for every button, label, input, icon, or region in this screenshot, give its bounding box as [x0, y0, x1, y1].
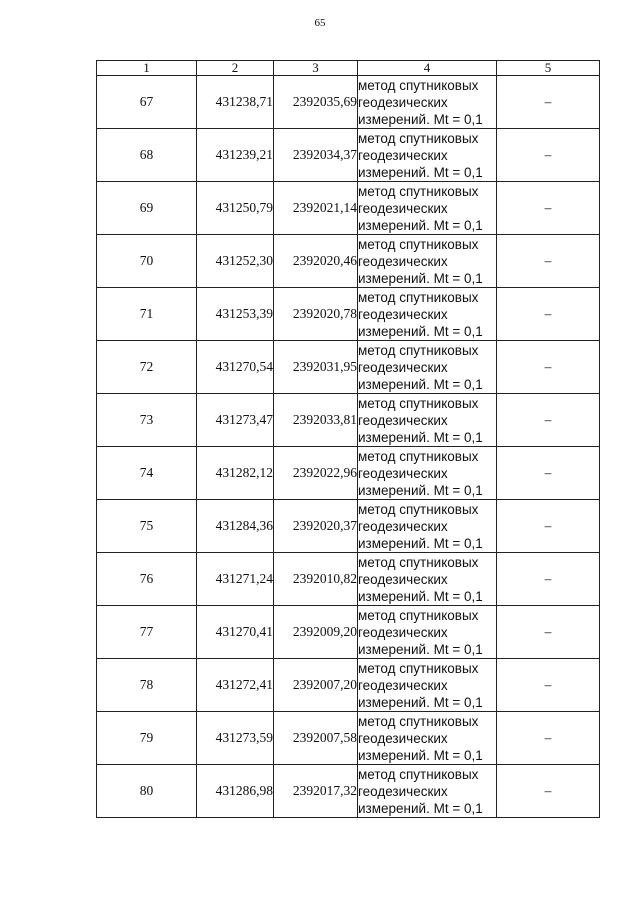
- page-number: 65: [314, 17, 326, 29]
- header-col-3: 3: [274, 61, 358, 76]
- method-line-3: измерений. Mt = 0,1: [358, 323, 483, 339]
- x-coordinate-cell: 431250,79: [197, 182, 274, 235]
- point-number-cell: 79: [97, 712, 197, 765]
- header-col-5: 5: [497, 61, 600, 76]
- method-line-2: геодезических: [358, 730, 448, 746]
- table-row: [97, 129, 600, 182]
- table-row: [97, 500, 600, 553]
- method-line-2: геодезических: [358, 253, 448, 269]
- header-col-1: 1: [97, 61, 197, 76]
- method-line-1: метод спутниковых: [358, 130, 479, 146]
- method-line-1: метод спутниковых: [358, 660, 479, 676]
- method-line-3: измерений. Mt = 0,1: [358, 164, 483, 180]
- method-line-2: геодезических: [358, 306, 448, 322]
- accuracy-cell: –: [497, 500, 600, 553]
- method-line-3: измерений. Mt = 0,1: [358, 747, 483, 763]
- method-line-3: измерений. Mt = 0,1: [358, 694, 483, 710]
- table-header: [97, 61, 600, 76]
- x-coordinate-cell: 431239,21: [197, 129, 274, 182]
- table-row: [97, 765, 600, 818]
- x-coordinate-cell: 431273,59: [197, 712, 274, 765]
- accuracy-cell: –: [497, 182, 600, 235]
- method-line-1: метод спутниковых: [358, 342, 479, 358]
- y-coordinate-cell: 2392021,14: [274, 182, 358, 235]
- y-coordinate-cell: 2392009,20: [274, 606, 358, 659]
- point-number-cell: 76: [97, 553, 197, 606]
- method-line-1: метод спутниковых: [358, 554, 479, 570]
- table-row: [97, 553, 600, 606]
- coordinates-table: [96, 60, 600, 818]
- method-line-2: геодезических: [358, 147, 448, 163]
- method-line-3: измерений. Mt = 0,1: [358, 641, 483, 657]
- point-number-cell: 70: [97, 235, 197, 288]
- x-coordinate-cell: 431286,98: [197, 765, 274, 818]
- method-line-1: метод спутниковых: [358, 395, 479, 411]
- y-coordinate-cell: 2392031,95: [274, 341, 358, 394]
- method-line-1: метод спутниковых: [358, 713, 479, 729]
- y-coordinate-cell: 2392020,78: [274, 288, 358, 341]
- method-cell: [358, 606, 497, 659]
- method-line-1: метод спутниковых: [358, 77, 479, 93]
- table-row: [97, 182, 600, 235]
- method-line-2: геодезических: [358, 677, 448, 693]
- x-coordinate-cell: 431272,41: [197, 659, 274, 712]
- method-line-3: измерений. Mt = 0,1: [358, 535, 483, 551]
- x-coordinate-cell: 431270,41: [197, 606, 274, 659]
- method-line-2: геодезических: [358, 359, 448, 375]
- method-line-1: метод спутниковых: [358, 501, 479, 517]
- x-coordinate-cell: 431284,36: [197, 500, 274, 553]
- method-cell: [358, 129, 497, 182]
- table-row: [97, 76, 600, 129]
- header-col-4: 4: [358, 61, 497, 76]
- method-cell: [358, 235, 497, 288]
- accuracy-cell: –: [497, 394, 600, 447]
- accuracy-cell: –: [497, 553, 600, 606]
- y-coordinate-cell: 2392035,69: [274, 76, 358, 129]
- x-coordinate-cell: 431282,12: [197, 447, 274, 500]
- x-coordinate-cell: 431252,30: [197, 235, 274, 288]
- point-number-cell: 80: [97, 765, 197, 818]
- point-number-cell: 68: [97, 129, 197, 182]
- point-number-cell: 71: [97, 288, 197, 341]
- x-coordinate-cell: 431273,47: [197, 394, 274, 447]
- method-line-2: геодезических: [358, 94, 448, 110]
- method-line-2: геодезических: [358, 200, 448, 216]
- point-number-cell: 78: [97, 659, 197, 712]
- method-line-2: геодезических: [358, 465, 448, 481]
- y-coordinate-cell: 2392022,96: [274, 447, 358, 500]
- y-coordinate-cell: 2392007,58: [274, 712, 358, 765]
- point-number-cell: 77: [97, 606, 197, 659]
- method-line-2: геодезических: [358, 412, 448, 428]
- y-coordinate-cell: 2392007,20: [274, 659, 358, 712]
- method-line-1: метод спутниковых: [358, 236, 479, 252]
- accuracy-cell: –: [497, 288, 600, 341]
- method-line-2: геодезических: [358, 783, 448, 799]
- method-cell: [358, 288, 497, 341]
- method-line-3: измерений. Mt = 0,1: [358, 217, 483, 233]
- method-cell: [358, 659, 497, 712]
- method-line-1: метод спутниковых: [358, 183, 479, 199]
- method-line-1: метод спутниковых: [358, 289, 479, 305]
- point-number-cell: 69: [97, 182, 197, 235]
- method-line-1: метод спутниковых: [358, 448, 479, 464]
- accuracy-cell: –: [497, 129, 600, 182]
- method-line-3: измерений. Mt = 0,1: [358, 588, 483, 604]
- table-row: [97, 394, 600, 447]
- y-coordinate-cell: 2392034,37: [274, 129, 358, 182]
- point-number-cell: 72: [97, 341, 197, 394]
- table-row: [97, 341, 600, 394]
- x-coordinate-cell: 431253,39: [197, 288, 274, 341]
- method-cell: [358, 182, 497, 235]
- method-line-3: измерений. Mt = 0,1: [358, 376, 483, 392]
- accuracy-cell: –: [497, 712, 600, 765]
- method-cell: [358, 765, 497, 818]
- x-coordinate-cell: 431238,71: [197, 76, 274, 129]
- method-cell: [358, 76, 497, 129]
- method-line-2: геодезических: [358, 518, 448, 534]
- accuracy-cell: –: [497, 765, 600, 818]
- point-number-cell: 75: [97, 500, 197, 553]
- table-body: [97, 76, 600, 818]
- method-cell: [358, 341, 497, 394]
- method-line-2: геодезических: [358, 624, 448, 640]
- header-col-2: 2: [197, 61, 274, 76]
- x-coordinate-cell: 431271,24: [197, 553, 274, 606]
- method-line-3: измерений. Mt = 0,1: [358, 111, 483, 127]
- method-cell: [358, 394, 497, 447]
- point-number-cell: 67: [97, 76, 197, 129]
- method-line-1: метод спутниковых: [358, 766, 479, 782]
- method-cell: [358, 712, 497, 765]
- point-number-cell: 74: [97, 447, 197, 500]
- table-row: [97, 659, 600, 712]
- accuracy-cell: –: [497, 341, 600, 394]
- method-cell: [358, 500, 497, 553]
- table-row: [97, 712, 600, 765]
- y-coordinate-cell: 2392020,37: [274, 500, 358, 553]
- method-line-3: измерений. Mt = 0,1: [358, 482, 483, 498]
- method-line-3: измерений. Mt = 0,1: [358, 429, 483, 445]
- method-line-3: измерений. Mt = 0,1: [358, 800, 483, 816]
- y-coordinate-cell: 2392017,32: [274, 765, 358, 818]
- header-row: [97, 61, 600, 76]
- y-coordinate-cell: 2392020,46: [274, 235, 358, 288]
- method-line-3: измерений. Mt = 0,1: [358, 270, 483, 286]
- accuracy-cell: –: [497, 606, 600, 659]
- table-row: [97, 447, 600, 500]
- accuracy-cell: –: [497, 447, 600, 500]
- y-coordinate-cell: 2392010,82: [274, 553, 358, 606]
- accuracy-cell: –: [497, 659, 600, 712]
- table-row: [97, 235, 600, 288]
- y-coordinate-cell: 2392033,81: [274, 394, 358, 447]
- x-coordinate-cell: 431270,54: [197, 341, 274, 394]
- point-number-cell: 73: [97, 394, 197, 447]
- accuracy-cell: –: [497, 235, 600, 288]
- table-row: [97, 606, 600, 659]
- method-line-2: геодезических: [358, 571, 448, 587]
- method-cell: [358, 553, 497, 606]
- method-cell: [358, 447, 497, 500]
- accuracy-cell: –: [497, 76, 600, 129]
- method-line-1: метод спутниковых: [358, 607, 479, 623]
- table-row: [97, 288, 600, 341]
